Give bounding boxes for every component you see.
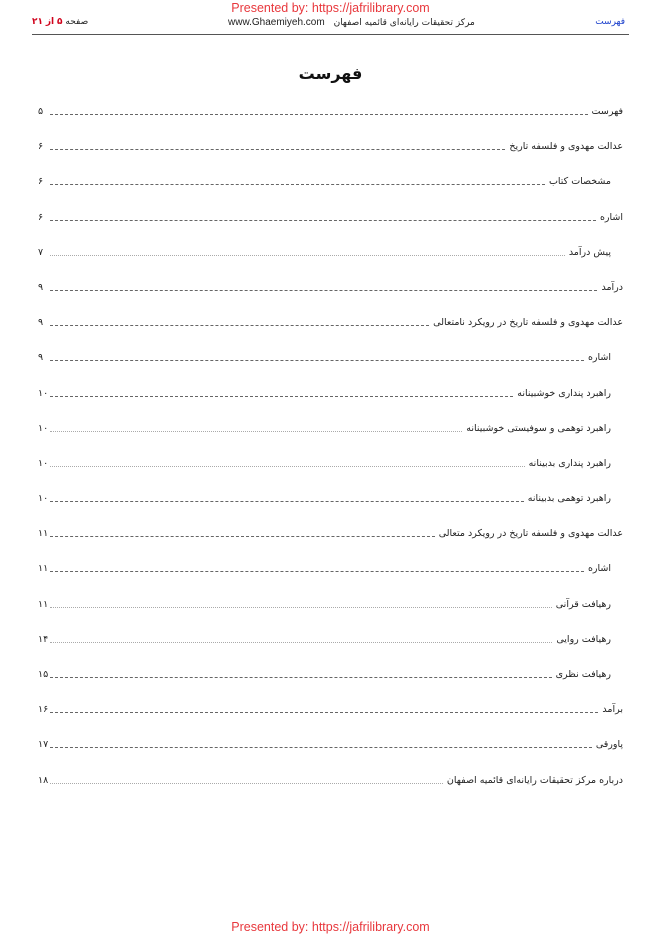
toc-entry[interactable] xyxy=(38,775,623,810)
page-total: ۲۱ xyxy=(32,17,43,27)
dot-leader xyxy=(50,669,551,678)
toc-entry[interactable] xyxy=(38,669,623,704)
toc-entry[interactable] xyxy=(38,739,623,774)
organization-name: مرکز تحقیقات رایانه‌ای قائمیه اصفهان xyxy=(333,18,475,28)
dot-leader xyxy=(50,493,524,502)
dot-leader xyxy=(50,212,596,221)
toc-entry[interactable] xyxy=(38,493,623,528)
section-link[interactable]: فهرست xyxy=(595,17,625,27)
dot-leader xyxy=(50,352,584,361)
toc-entry[interactable] xyxy=(38,528,623,563)
toc-entry[interactable] xyxy=(38,634,623,669)
toc-entry-label[interactable]: راهبرد توهمی بدبینانه xyxy=(527,493,611,505)
toc-entry-page[interactable]: ۱۶ xyxy=(38,704,49,716)
toc-entry-label[interactable]: پاورقی xyxy=(595,739,623,751)
toc-entry-page[interactable]: ۱۰ xyxy=(38,457,49,469)
watermark-bottom[interactable]: Presented by: https://jafrilibrary.com xyxy=(231,920,430,934)
dot-leader xyxy=(50,106,588,115)
toc-entry[interactable] xyxy=(38,212,623,247)
toc-entry-page[interactable]: ۹ xyxy=(38,352,44,364)
page-header xyxy=(32,17,629,35)
toc-entry[interactable] xyxy=(38,352,623,387)
toc-entry-page[interactable]: ۱۱ xyxy=(38,598,49,610)
toc-entry-page[interactable]: ۱۵ xyxy=(38,669,49,680)
dot-leader xyxy=(50,634,552,643)
toc-entry[interactable] xyxy=(38,599,623,634)
page-counter xyxy=(32,17,88,27)
page-title: فهرست xyxy=(298,64,363,83)
dot-leader xyxy=(50,739,592,748)
dot-leader xyxy=(50,704,598,713)
website-link[interactable]: www.Ghaemiyeh.com xyxy=(228,17,325,28)
toc-entry[interactable] xyxy=(38,106,623,141)
toc-entry-page[interactable]: ۱۰ xyxy=(38,493,49,505)
toc-entry-page[interactable]: ۱۱ xyxy=(38,563,49,575)
toc-entry-label[interactable]: راهبرد توهمی و سوفیستی خوشبینانه xyxy=(466,422,611,434)
toc-entry[interactable] xyxy=(38,317,623,352)
toc-entry-page[interactable]: ۱۱ xyxy=(38,528,49,540)
toc-entry-label[interactable]: راهبرد پنداری بدبینانه xyxy=(528,457,611,469)
dot-leader xyxy=(50,563,584,572)
toc-entry-page[interactable]: ۱۰ xyxy=(38,387,49,399)
dot-leader xyxy=(50,599,552,608)
dot-leader xyxy=(50,141,505,150)
dot-leader xyxy=(50,388,513,397)
toc-entry-page[interactable]: ۱۸ xyxy=(38,774,49,786)
toc-entry[interactable] xyxy=(38,458,623,493)
toc-entry[interactable] xyxy=(38,423,623,458)
page-of: از xyxy=(45,17,55,27)
toc-entry-label[interactable]: درباره مرکز تحقیقات رایانه‌ای قائمیه اصفهان xyxy=(446,774,623,786)
toc-entry-page[interactable]: ۱۴ xyxy=(38,633,49,645)
toc-entry-label[interactable]: فهرست xyxy=(591,106,623,117)
toc-entry-page[interactable]: ۵ xyxy=(38,106,44,117)
toc-entry-page[interactable]: ۱۷ xyxy=(38,739,49,751)
dot-leader xyxy=(50,247,565,256)
toc-entry-label[interactable]: عدالت مهدوی و فلسفه تاریخ در رویکرد متعالی xyxy=(438,528,623,540)
toc-entry-label[interactable]: عدالت مهدوی و فلسفه تاریخ در رویکرد نامتعالی xyxy=(433,317,623,329)
toc-entry[interactable] xyxy=(38,704,623,739)
dot-leader xyxy=(50,528,434,537)
header-center xyxy=(228,17,475,28)
toc-entry[interactable] xyxy=(38,141,623,176)
toc-entry-label[interactable]: اشاره xyxy=(587,352,611,364)
toc-entry-page[interactable]: ۶ xyxy=(38,141,44,153)
toc-entry-page[interactable]: ۹ xyxy=(38,317,44,329)
watermark-top[interactable]: Presented by: https://jafrilibrary.com xyxy=(231,1,430,15)
toc-entry-page[interactable]: ۶ xyxy=(38,176,44,188)
dot-leader xyxy=(50,423,462,432)
toc-entry-page[interactable]: ۹ xyxy=(38,281,44,293)
dot-leader xyxy=(50,775,443,784)
dot-leader xyxy=(50,282,597,291)
toc-entry[interactable] xyxy=(38,388,623,423)
toc-entry[interactable] xyxy=(38,282,623,317)
toc-entry-page[interactable]: ۱۰ xyxy=(38,422,49,434)
dot-leader xyxy=(50,458,524,467)
toc-entry-label[interactable]: رهیافت قرآنی xyxy=(555,598,611,610)
dot-leader xyxy=(50,317,429,326)
toc-entry-label[interactable]: راهبرد پنداری خوشبینانه xyxy=(517,387,611,399)
toc-entry-page[interactable]: ۷ xyxy=(38,246,44,258)
toc-entry-label[interactable]: عدالت مهدوی و فلسفه تاریخ xyxy=(509,141,623,153)
toc-entry-label[interactable]: رهیافت نظری xyxy=(555,669,611,680)
page-prefix: صفحه xyxy=(65,17,89,27)
toc-entry-label[interactable]: اشاره xyxy=(599,211,623,223)
dot-leader xyxy=(50,176,545,185)
toc-entry[interactable] xyxy=(38,563,623,598)
table-of-contents xyxy=(38,106,623,810)
toc-entry-label[interactable]: پیش درآمد xyxy=(568,246,611,258)
toc-entry[interactable] xyxy=(38,176,623,211)
toc-entry-label[interactable]: رهیافت روایی xyxy=(556,633,611,645)
toc-entry-label[interactable]: اشاره xyxy=(587,563,611,575)
toc-entry-label[interactable]: برآمد xyxy=(602,704,623,716)
toc-entry-page[interactable]: ۶ xyxy=(38,211,44,223)
toc-entry-label[interactable]: مشخصات کتاب xyxy=(548,176,611,188)
toc-entry-label[interactable]: درآمد xyxy=(601,281,623,293)
toc-entry[interactable] xyxy=(38,247,623,282)
page-current: ۵ xyxy=(57,17,63,27)
